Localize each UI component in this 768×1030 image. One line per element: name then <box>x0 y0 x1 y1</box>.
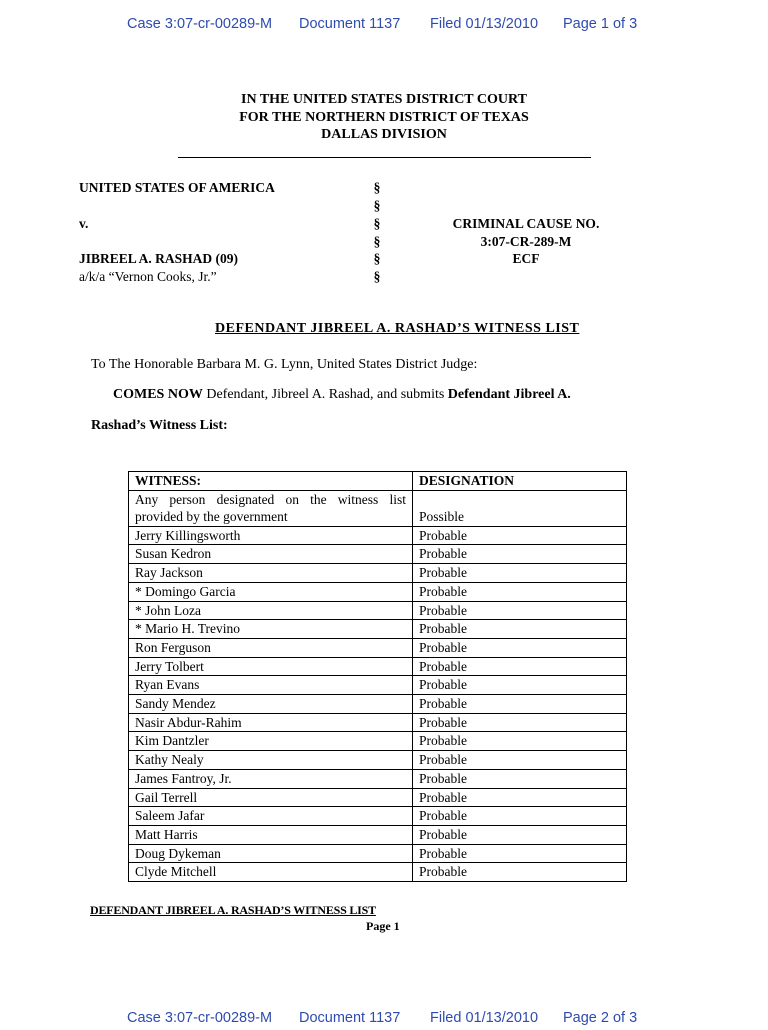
table-row <box>129 732 627 751</box>
table-row <box>129 825 627 844</box>
designation-cell: Probable <box>413 751 627 770</box>
ecf-case-number: Case 3:07-cr-00289-M <box>127 1010 273 1026</box>
versus: v. <box>79 216 89 231</box>
witness-cell: Ryan Evans <box>129 676 413 695</box>
designation-cell: Probable <box>413 732 627 751</box>
designation-cell: Probable <box>413 526 627 545</box>
designation-cell: Probable <box>413 788 627 807</box>
designation-cell: Probable <box>413 769 627 788</box>
table-row <box>129 582 627 601</box>
table-row <box>129 769 627 788</box>
designation-cell: Probable <box>413 807 627 826</box>
section-symbol: § <box>373 216 381 231</box>
cause-label: CRIMINAL CAUSE NO. <box>452 216 600 231</box>
heading-divider <box>178 157 591 158</box>
cause-number: 3:07-CR-289-M <box>480 233 572 249</box>
table-row <box>129 620 627 639</box>
ecf-page-count: Page 1 of 3 <box>563 16 638 32</box>
defendant-name: JIBREEL A. RASHAD (09) <box>79 251 239 266</box>
witness-column-header: WITNESS: <box>129 472 413 491</box>
section-symbol: § <box>373 251 381 266</box>
comes-now-text: Defendant, Jibreel A. Rashad, and submits <box>202 387 448 402</box>
section-symbol: § <box>373 269 381 284</box>
witness-cell: Jerry Killingsworth <box>129 526 413 545</box>
designation-cell: Probable <box>413 844 627 863</box>
criminal-cause-block <box>426 215 626 268</box>
plaintiff-name: UNITED STATES OF AMERICA <box>79 180 275 195</box>
witness-cell: Saleem Jafar <box>129 807 413 826</box>
section-symbol: § <box>373 180 381 195</box>
designation-column-header: DESIGNATION <box>413 472 627 491</box>
footer-page-number: Page 1 <box>366 919 400 933</box>
table-row <box>129 545 627 564</box>
witness-cell-line-1: Any person designated on the witness list <box>135 491 406 507</box>
table-row <box>129 490 627 526</box>
witness-cell-line-2: provided by the government <box>135 509 288 525</box>
ecf-document-number: Document 1137 <box>299 1010 401 1026</box>
ecf-filed-date: Filed 01/13/2010 <box>430 16 539 32</box>
table-header-row <box>129 472 627 491</box>
document-title: DEFENDANT JIBREEL A. RASHAD’S WITNESS LIST <box>215 321 580 336</box>
designation-cell: Probable <box>413 582 627 601</box>
ecf-page-count: Page 2 of 3 <box>563 1010 638 1026</box>
witness-cell: Sandy Mendez <box>129 695 413 714</box>
designation-cell: Probable <box>413 620 627 639</box>
witness-cell <box>129 490 413 526</box>
witness-cell: Kim Dantzler <box>129 732 413 751</box>
ecf-case-number: Case 3:07-cr-00289-M <box>127 16 273 32</box>
designation-cell: Probable <box>413 863 627 882</box>
defendant-alias: a/k/a “Vernon Cooks, Jr.” <box>79 269 217 284</box>
section-symbol: § <box>373 198 381 213</box>
ecf-document-number: Document 1137 <box>299 16 401 32</box>
witness-cell: Clyde Mitchell <box>129 863 413 882</box>
witness-cell: Gail Terrell <box>129 788 413 807</box>
ecf-filed-date: Filed 01/13/2010 <box>430 1010 539 1026</box>
table-row <box>129 601 627 620</box>
table-row <box>129 788 627 807</box>
table-row <box>129 807 627 826</box>
table-row <box>129 638 627 657</box>
witness-cell: Nasir Abdur-Rahim <box>129 713 413 732</box>
witness-cell: * Domingo Garcia <box>129 582 413 601</box>
cause-ecf: ECF <box>512 251 540 266</box>
court-line-1: IN THE UNITED STATES DISTRICT COURT <box>241 92 527 107</box>
ecf-header-next-page <box>0 1010 768 1030</box>
table-row <box>129 676 627 695</box>
court-line-3: DALLAS DIVISION <box>321 127 447 142</box>
designation-cell: Probable <box>413 545 627 564</box>
designation-cell: Probable <box>413 657 627 676</box>
section-symbol: § <box>373 234 381 249</box>
document-name-part-1: Defendant Jibreel A. <box>447 387 571 402</box>
table-row <box>129 695 627 714</box>
witness-cell: Susan Kedron <box>129 545 413 564</box>
witness-cell: Doug Dykeman <box>129 844 413 863</box>
salutation: To The Honorable Barbara M. G. Lynn, United States District Judge: <box>91 357 478 372</box>
witness-table <box>128 471 627 882</box>
table-row <box>129 564 627 583</box>
designation-cell: Probable <box>413 825 627 844</box>
witness-cell: Kathy Nealy <box>129 751 413 770</box>
designation-cell: Probable <box>413 676 627 695</box>
table-row <box>129 713 627 732</box>
document-name-part-2: Rashad’s Witness List: <box>91 418 228 433</box>
designation-cell: Possible <box>413 490 627 526</box>
designation-cell: Probable <box>413 695 627 714</box>
witness-cell: * Mario H. Trevino <box>129 620 413 639</box>
comes-now-paragraph <box>113 387 571 403</box>
table-row <box>129 863 627 882</box>
designation-cell: Probable <box>413 564 627 583</box>
court-line-2: FOR THE NORTHERN DISTRICT OF TEXAS <box>239 109 529 125</box>
witness-cell: Ron Ferguson <box>129 638 413 657</box>
table-row <box>129 751 627 770</box>
designation-cell: Probable <box>413 638 627 657</box>
ecf-header <box>0 16 768 36</box>
witness-cell: Ray Jackson <box>129 564 413 583</box>
table-row <box>129 844 627 863</box>
witness-cell: James Fantroy, Jr. <box>129 769 413 788</box>
table-row <box>129 526 627 545</box>
table-row <box>129 657 627 676</box>
court-heading <box>0 91 768 144</box>
designation-cell: Probable <box>413 601 627 620</box>
footer-title: DEFENDANT JIBREEL A. RASHAD’S WITNESS LIST <box>90 903 376 917</box>
designation-cell: Probable <box>413 713 627 732</box>
comes-now-lead: COMES NOW <box>113 387 203 402</box>
witness-cell: Jerry Tolbert <box>129 657 413 676</box>
witness-cell: Matt Harris <box>129 825 413 844</box>
witness-cell: * John Loza <box>129 601 413 620</box>
